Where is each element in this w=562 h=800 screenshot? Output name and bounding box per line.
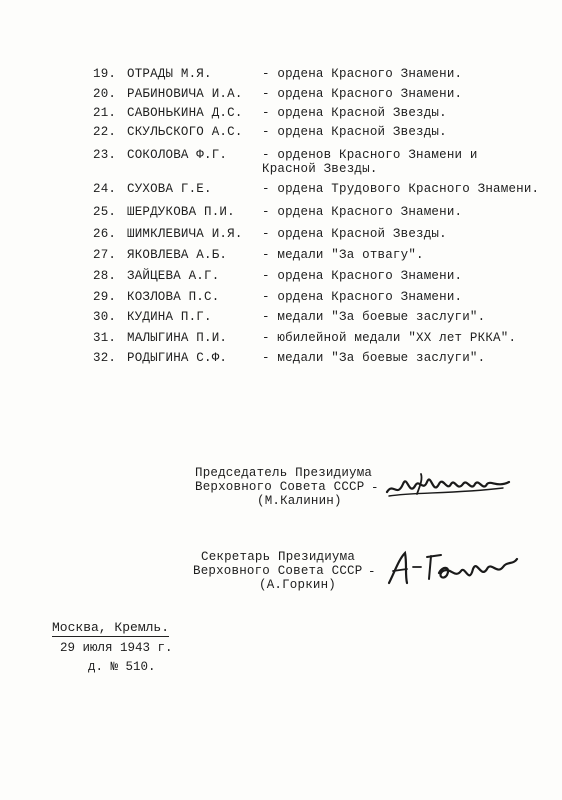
recipient-name: МАЛЫГИНА П.И.: [127, 331, 228, 345]
award-title: - юбилейной медали "XX лет РККА".: [262, 331, 517, 345]
secretary-signature: [381, 545, 523, 595]
award-title: - ордена Красного Знамени.: [262, 87, 463, 101]
recipient-name: РОДЫГИНА С.Ф.: [127, 351, 228, 365]
award-number: 26.: [93, 227, 117, 241]
award-number: 21.: [93, 106, 117, 120]
document-date: 29 июля 1943 г.: [60, 641, 173, 655]
secretary-name: (А.Горкин): [259, 578, 337, 592]
recipient-name: КОЗЛОВА П.С.: [127, 290, 220, 304]
document-number-prefix: д.: [88, 660, 111, 674]
recipient-name: ОТРАДЫ М.Я.: [127, 67, 212, 81]
award-title: - ордена Красной Звезды.: [262, 106, 447, 120]
award-number: 31.: [93, 331, 117, 345]
award-number: 20.: [93, 87, 117, 101]
chairman-dash: -: [371, 481, 379, 495]
recipient-name: САВОНЬКИНА Д.С.: [127, 106, 243, 120]
recipient-name: ШИМКЛЕВИЧА И.Я.: [127, 227, 243, 241]
secretary-block: [193, 550, 363, 592]
secretary-dash: -: [368, 565, 376, 579]
place-city: Москва, Кремль.: [52, 620, 170, 635]
award-number: 32.: [93, 351, 117, 365]
award-number: 30.: [93, 310, 117, 324]
award-title: - ордена Красного Знамени.: [262, 205, 463, 219]
award-title: - ордена Трудового Красного Знамени.: [262, 182, 540, 196]
award-title: - ордена Красного Знамени.: [262, 269, 463, 283]
recipient-name: СОКОЛОВА Ф.Г.: [127, 148, 228, 162]
chairman-title-line1: Председатель Президиума: [195, 466, 373, 480]
award-title: - ордена Красного Знамени.: [262, 290, 463, 304]
award-title: - медали "За отвагу".: [262, 248, 424, 262]
recipient-name: КУДИНА П.Г.: [127, 310, 212, 324]
award-number: 27.: [93, 248, 117, 262]
award-number: 29.: [93, 290, 117, 304]
recipient-name: СУХОВА Г.Е.: [127, 182, 212, 196]
chairman-block: [195, 466, 372, 508]
secretary-title-line1: Секретарь Президиума: [201, 550, 356, 564]
award-number: 28.: [93, 269, 117, 283]
award-number: 24.: [93, 182, 117, 196]
recipient-name: ШЕРДУКОВА П.И.: [127, 205, 235, 219]
recipient-name: ЯКОВЛЕВА А.Б.: [127, 248, 228, 262]
award-title: - ордена Красной Звезды.: [262, 227, 447, 241]
recipient-name: ЗАЙЦЕВА А.Г.: [127, 269, 220, 283]
chairman-title-line2: Верховного Совета СССР: [195, 480, 365, 494]
place-of-signing: [52, 620, 169, 637]
award-number: 22.: [93, 125, 117, 139]
chairman-signature: [383, 462, 515, 510]
award-number: 23.: [93, 148, 117, 162]
recipient-name: РАБИНОВИЧА И.А.: [127, 87, 243, 101]
document-number: [88, 660, 156, 674]
award-title: - орденов Красного Знамени и Красной Звезды.: [262, 148, 478, 176]
award-title: - медали "За боевые заслуги".: [262, 351, 486, 365]
award-title: - ордена Красной Звезды.: [262, 125, 447, 139]
document-number-value: № 510.: [110, 660, 156, 674]
award-title: - ордена Красного Знамени.: [262, 67, 463, 81]
secretary-title-line2: Верховного Совета СССР: [193, 564, 363, 578]
award-title: - медали "За боевые заслуги".: [262, 310, 486, 324]
recipient-name: СКУЛЬСКОГО А.С.: [127, 125, 243, 139]
award-number: 19.: [93, 67, 117, 81]
award-number: 25.: [93, 205, 117, 219]
chairman-name: (М.Калинин): [257, 494, 342, 508]
